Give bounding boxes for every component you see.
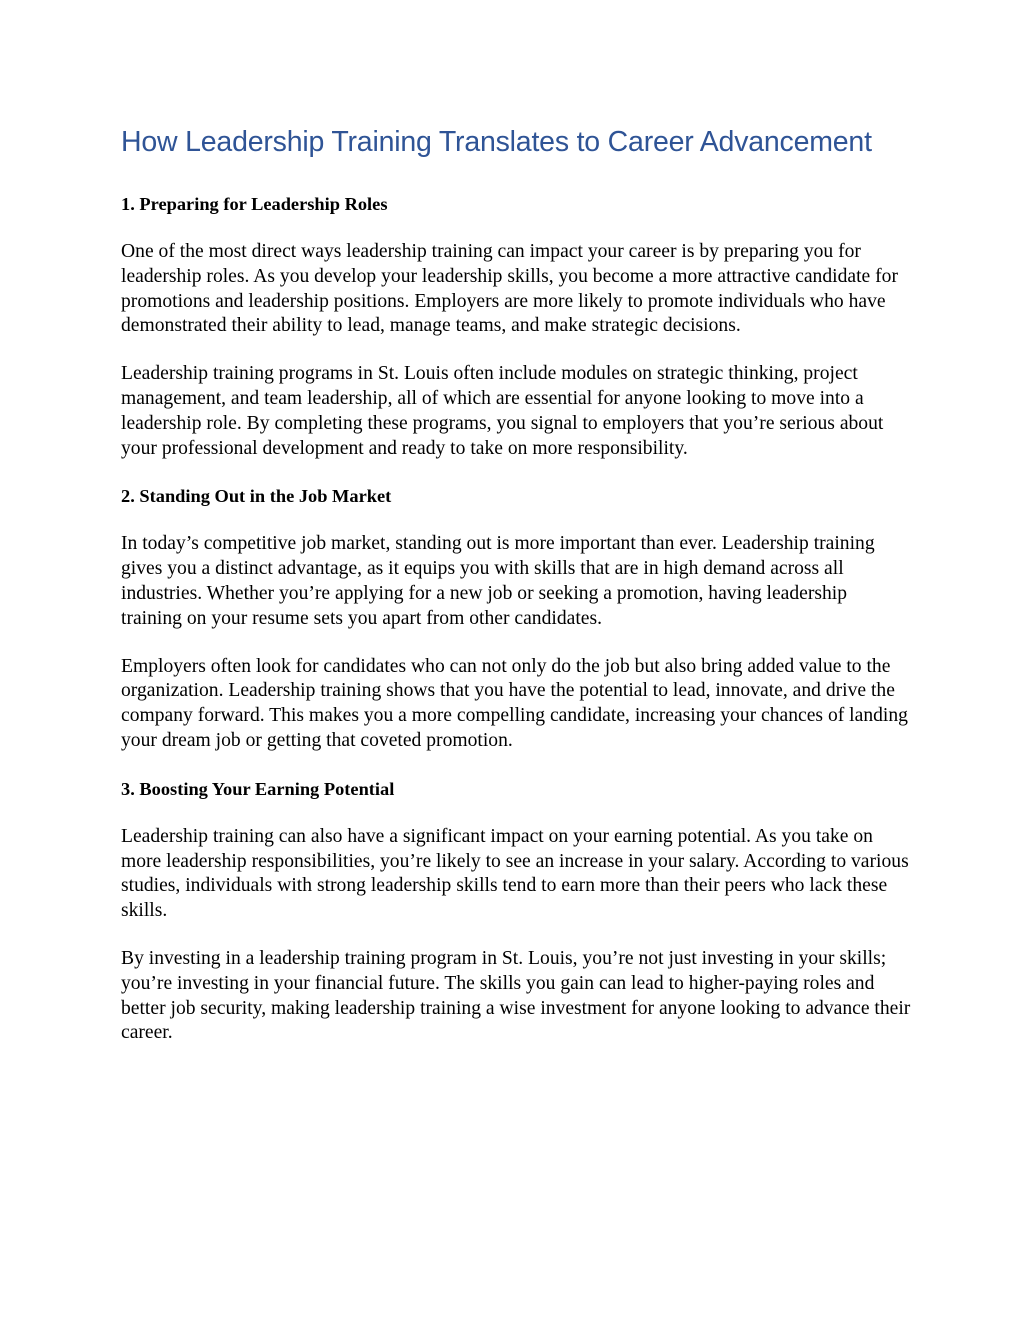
section-heading: 1. Preparing for Leadership Roles — [121, 194, 388, 214]
section-heading: 2. Standing Out in the Job Market — [121, 486, 392, 507]
paragraph: By investing in a leadership training program in St. Louis, you’re not just investing in your skills; you’re investing in your financial future. The skills you gain can lead to higher-paying roles and better job security, making leadership training a wise investment for anyone looking to advance their career. — [121, 947, 911, 1044]
paragraph: Employers often look for candidates who can not only do the job but also bring added value to the organization. Leadership training shows that you have the potential to lead, innovate, and drive the company forward. This makes you a more compelling candidate, increasing your chances of landing your dream job or getting that coveted promotion. — [121, 655, 908, 751]
section-standing-out-in-the-job-market — [121, 484, 911, 753]
paragraph: Leadership training can also have a significant impact on your earning potential. As you take on more leadership responsibilities, you’re likely to see an increase in your salary. According to various studies, individuals with strong leadership skills tend to earn more than their peers who lack these skills. — [121, 825, 909, 922]
section-heading: 3. Boosting Your Earning Potential — [121, 778, 395, 799]
paragraph: One of the most direct ways leadership training can impact your career is by preparing you for leadership roles. As you develop your leadership skills, you become a more attractive candidate for promotions and leadership positions. Employers are more likely to promote individuals who have demonstrated their ability to lead, manage teams, and make strategic decisions. — [121, 241, 898, 337]
paragraph: In today’s competitive job market, standing out is more important than ever. Leadership training gives you a distinct advantage, as it equips you with skills that are in high demand across all industries. Whether you’re applying for a new job or seeking a promotion, having leadership training on your resume sets you apart from other candidates. — [121, 533, 875, 629]
document-title: How Leadership Training Translates to Career Advancement — [121, 126, 872, 158]
document-page — [121, 120, 911, 1046]
section-boosting-your-earning-potential — [121, 777, 911, 1046]
paragraph: Leadership training programs in St. Louis often include modules on strategic thinking, project management, and team leadership, all of which are essential for anyone looking to move into a leadership role. By completing these programs, you signal to employers that you’re serious about your professional development and ready to take on more responsibility. — [121, 363, 884, 459]
section-preparing-for-leadership-roles — [121, 192, 911, 461]
